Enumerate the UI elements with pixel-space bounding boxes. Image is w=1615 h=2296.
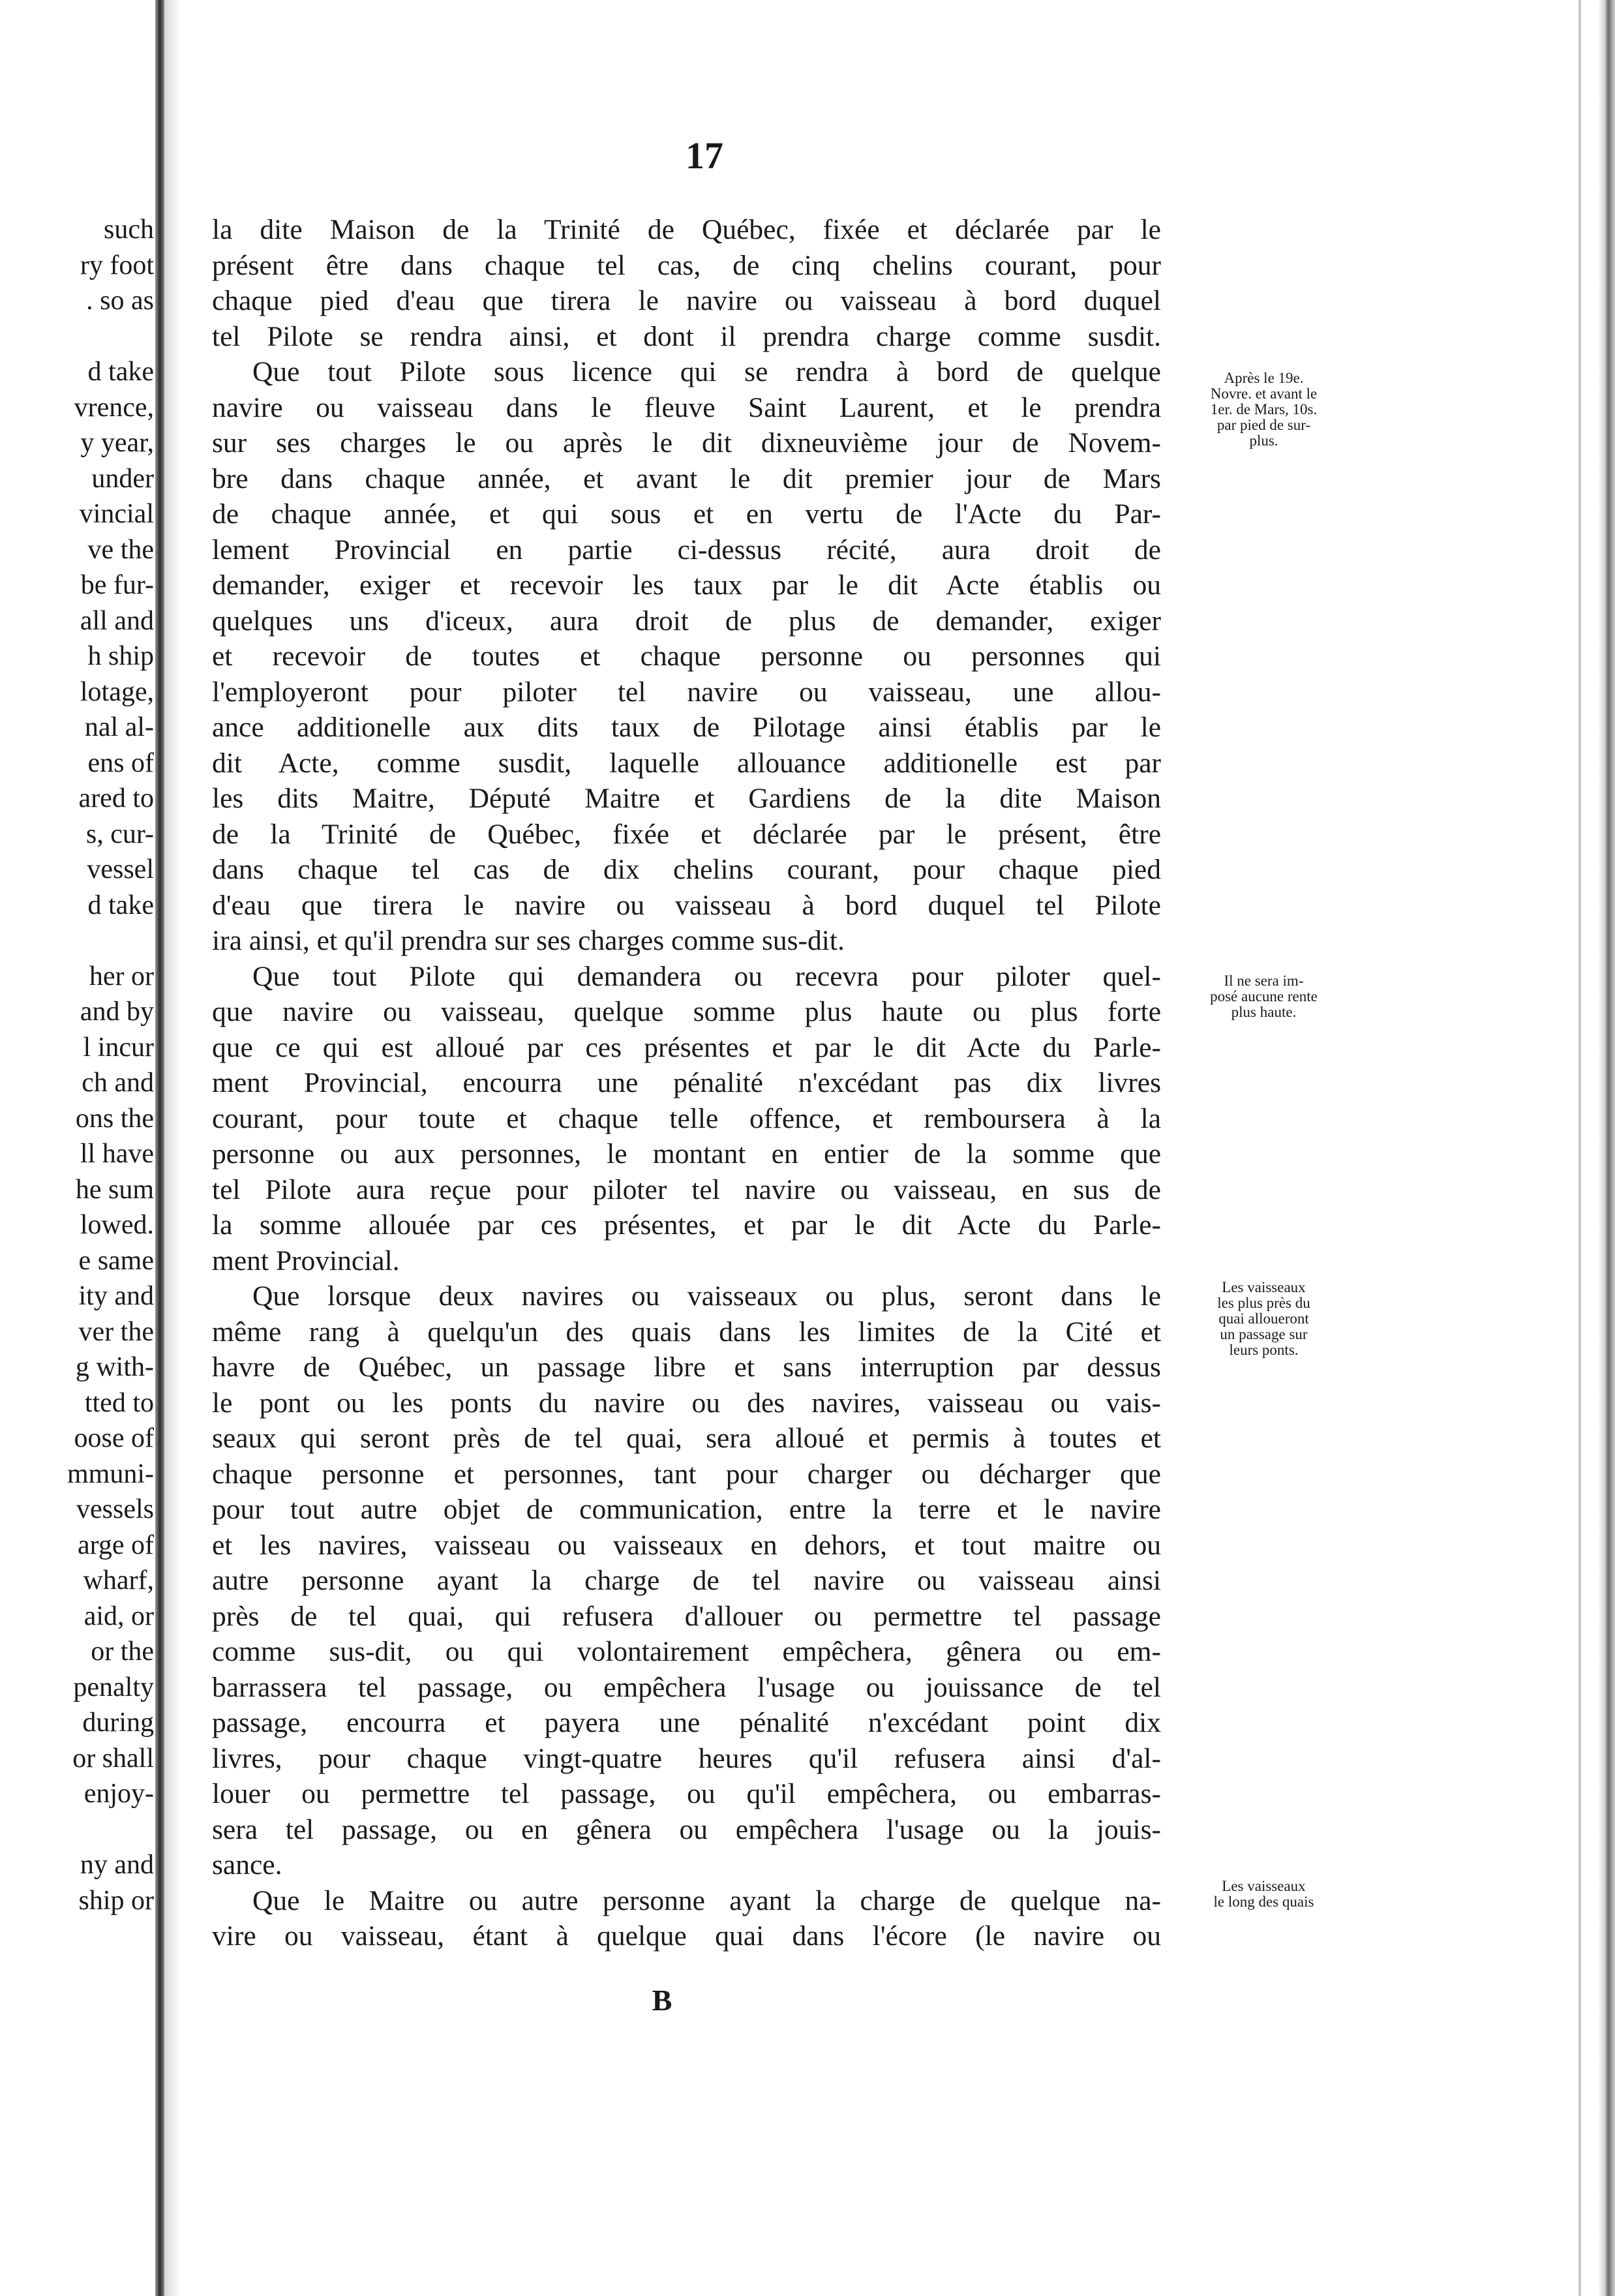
facing-page-line: tted to	[84, 1387, 154, 1418]
facing-page-line: . so as	[86, 286, 154, 316]
facing-page-line: e same	[78, 1245, 154, 1276]
text-line: pour tout autre objet de communication, entre la terre et le navire	[212, 1494, 1161, 1525]
margin-note-vessels-along-quays: Les vaisseaux le long des quais	[1213, 1878, 1314, 1910]
facing-page-line: or shall	[72, 1743, 154, 1774]
text-line: dit Acte, comme susdit, laquelle allouance additionelle est par	[212, 747, 1161, 779]
facing-page-line: and by	[80, 997, 154, 1027]
facing-page-line: ll have	[80, 1139, 154, 1169]
text-line: et les navires, vaisseau ou vaisseaux en dehors, et tout maitre ou	[212, 1529, 1161, 1561]
text-line: lement Provincial en partie ci-dessus récité, aura droit de	[212, 534, 1161, 566]
text-line: tel Pilote se rendra ainsi, et dont il prendra charge comme susdit.	[212, 320, 1161, 352]
text-line: navire ou vaisseau dans le fleuve Saint Laurent, et le prendra	[212, 391, 1161, 423]
facing-page-line: vessels	[76, 1494, 154, 1524]
facing-page-line: d take	[87, 357, 154, 387]
text-line: ance additionelle aux dits taux de Pilotage ainsi établis par le	[212, 712, 1161, 743]
text-line: de la Trinité de Québec, fixée et déclarée par le présent, être	[212, 818, 1161, 850]
text-line: présent être dans chaque tel cas, de cinq chelins courant, pour	[212, 249, 1161, 281]
text-line: chaque pied d'eau que tirera le navire ou vaisseau à bord duquel	[212, 285, 1161, 316]
facing-page-line: vrence,	[74, 392, 154, 423]
facing-page-line: ship or	[78, 1885, 154, 1916]
text-line: barrassera tel passage, ou empêchera l'usage ou jouissance de tel	[212, 1671, 1161, 1703]
text-line: quelques uns d'iceux, aura droit de plus de demander, exiger	[212, 605, 1161, 637]
facing-page-line: ared to	[78, 783, 154, 813]
facing-page-line: s, cur-	[85, 819, 154, 849]
text-line: d'eau que tirera le navire ou vaisseau à bord duquel tel Pilote	[212, 889, 1161, 921]
text-line: que ce qui est alloué par ces présentes et par le dit Acte du Parle-	[212, 1031, 1161, 1063]
text-line: Que le Maitre ou autre personne ayant la charge de quelque na-	[252, 1884, 1161, 1916]
text-line: ira ainsi, et qu'il prendra sur ses charges comme sus-dit.	[212, 925, 845, 956]
book-gutter	[155, 0, 164, 2296]
text-line: vire ou vaisseau, étant à quelque quai dans l'écore (le navire ou	[212, 1920, 1161, 1952]
facing-page-line: he sum	[75, 1174, 154, 1205]
text-line: Que tout Pilote qui demandera ou recevra pour piloter quel-	[252, 960, 1161, 992]
facing-page-line: lotage,	[80, 676, 154, 707]
facing-page-line: vessel	[87, 854, 154, 884]
facing-page-line: under	[91, 463, 154, 494]
page-edge	[1598, 0, 1615, 2296]
text-line: comme sus-dit, ou qui volontairement empêchera, gênera ou em-	[212, 1636, 1161, 1667]
text-line: ment Provincial, encourra une pénalité n'excédant pas dix livres	[212, 1067, 1161, 1098]
facing-page-line: ens of	[87, 748, 154, 778]
text-line: le pont ou les ponts du navire ou des navires, vaisseau ou vais-	[212, 1387, 1161, 1419]
facing-page-line: l incur	[83, 1032, 154, 1063]
facing-page-line: enjoy-	[83, 1779, 154, 1809]
text-line: havre de Québec, un passage libre et sans interruption par dessus	[212, 1352, 1161, 1383]
facing-page-line: ry foot	[80, 250, 154, 280]
facing-page-line: such	[104, 215, 154, 245]
facing-page-line: g with-	[75, 1352, 154, 1382]
text-line: personne ou aux personnes, le montant en entier de la somme que	[212, 1138, 1161, 1170]
facing-page-line: ons the	[75, 1103, 154, 1134]
text-line: l'employeront pour piloter tel navire ou vaisseau, une allou-	[212, 676, 1161, 708]
facing-page-line: h ship	[87, 641, 154, 671]
gutter-shadow	[164, 0, 181, 2296]
facing-page-line: y year,	[80, 428, 154, 458]
text-line: passage, encourra et payera une pénalité n'excédant point dix	[212, 1707, 1161, 1738]
text-line: tel Pilote aura reçue pour piloter tel navire ou vaisseau, en sus de	[212, 1173, 1161, 1205]
facing-page-line: aid, or	[83, 1601, 154, 1631]
margin-note-passage-on-decks: Les vaisseaux les plus près du quai alloueront un passage sur leurs ponts.	[1217, 1279, 1310, 1358]
text-line: et recevoir de toutes et chaque personne ou personnes qui	[212, 641, 1161, 672]
text-line: dans chaque tel cas de dix chelins courant, pour chaque pied	[212, 854, 1161, 885]
text-line: la somme allouée par ces présentes, et par le dit Acte du Parle-	[212, 1209, 1161, 1241]
facing-page-line: nal al-	[84, 712, 154, 742]
facing-page-line: ny and	[80, 1850, 154, 1880]
text-line: ment Provincial.	[212, 1245, 400, 1276]
facing-page-line: ver the	[78, 1316, 154, 1347]
page-number: 17	[686, 134, 723, 177]
text-line: demander, exiger et recevoir les taux par le dit Acte établis ou	[212, 569, 1161, 601]
text-line: sance.	[212, 1849, 282, 1881]
text-line: sur ses charges le ou après le dit dixneuvième jour de Novem-	[212, 427, 1161, 459]
facing-page-line: oose of	[74, 1423, 154, 1453]
text-line: sera tel passage, ou en gênera ou empêchera l'usage ou la jouis-	[212, 1813, 1161, 1845]
text-line: la dite Maison de la Trinité de Québec, fixée et déclarée par le	[212, 214, 1161, 245]
margin-note-after-november: Après le 19e. Novre. et avant le 1er. de Mars, 10s. par pied de sur- plus.	[1210, 370, 1318, 449]
signature-mark: B	[652, 1984, 672, 2017]
facing-page-line: all and	[80, 605, 154, 636]
facing-page-fragments	[0, 0, 154, 2296]
facing-page-line: vincial	[79, 499, 154, 529]
facing-page-line: ch and	[82, 1068, 154, 1098]
facing-page-line: ity and	[78, 1281, 154, 1311]
text-line: livres, pour chaque vingt-quatre heures qu'il refusera ainsi d'al-	[212, 1742, 1161, 1774]
text-line: que navire ou vaisseau, quelque somme plus haute ou plus forte	[212, 996, 1161, 1027]
text-line: de chaque année, et qui sous et en vertu de l'Acte du Par-	[212, 498, 1161, 530]
facing-page-line: be fur-	[80, 570, 154, 600]
facing-page-line: arge of	[78, 1530, 154, 1560]
text-line: louer ou permettre tel passage, ou qu'il empêchera, ou embarras-	[212, 1778, 1161, 1809]
text-line: même rang à quelqu'un des quais dans les limites de la Cité et	[212, 1316, 1161, 1348]
facing-page-line: lowed.	[80, 1210, 154, 1240]
facing-page-line: or the	[91, 1637, 154, 1667]
facing-page-line: mmuni-	[67, 1458, 154, 1489]
margin-note-no-higher-rate: Il ne sera im- posé aucune rente plus haute.	[1210, 973, 1318, 1020]
text-line: courant, pour toute et chaque telle offence, et remboursera à la	[212, 1102, 1161, 1134]
text-line: Que lorsque deux navires ou vaisseaux ou plus, seront dans le	[252, 1280, 1161, 1312]
facing-page-line: ve the	[87, 534, 154, 565]
facing-page-line: during	[82, 1708, 154, 1738]
facing-page-line: penalty	[73, 1672, 154, 1702]
facing-page-line: her or	[89, 961, 154, 991]
text-line: autre personne ayant la charge de tel navire ou vaisseau ainsi	[212, 1565, 1161, 1596]
facing-page-line: wharf,	[83, 1565, 154, 1595]
text-line: les dits Maitre, Député Maitre et Gardiens de la dite Maison	[212, 783, 1161, 814]
text-line: près de tel quai, qui refusera d'allouer ou permettre tel passage	[212, 1600, 1161, 1632]
facing-page-line: d take	[87, 890, 154, 920]
text-line: bre dans chaque année, et avant le dit premier jour de Mars	[212, 462, 1161, 494]
page-edge-line	[1578, 0, 1581, 2296]
text-line: Que tout Pilote sous licence qui se rendra à bord de quelque	[252, 356, 1161, 387]
text-line: seaux qui seront près de tel quai, sera alloué et permis à toutes et	[212, 1423, 1161, 1454]
main-text-block	[212, 212, 1161, 1954]
text-line: chaque personne et personnes, tant pour charger ou décharger que	[212, 1458, 1161, 1490]
